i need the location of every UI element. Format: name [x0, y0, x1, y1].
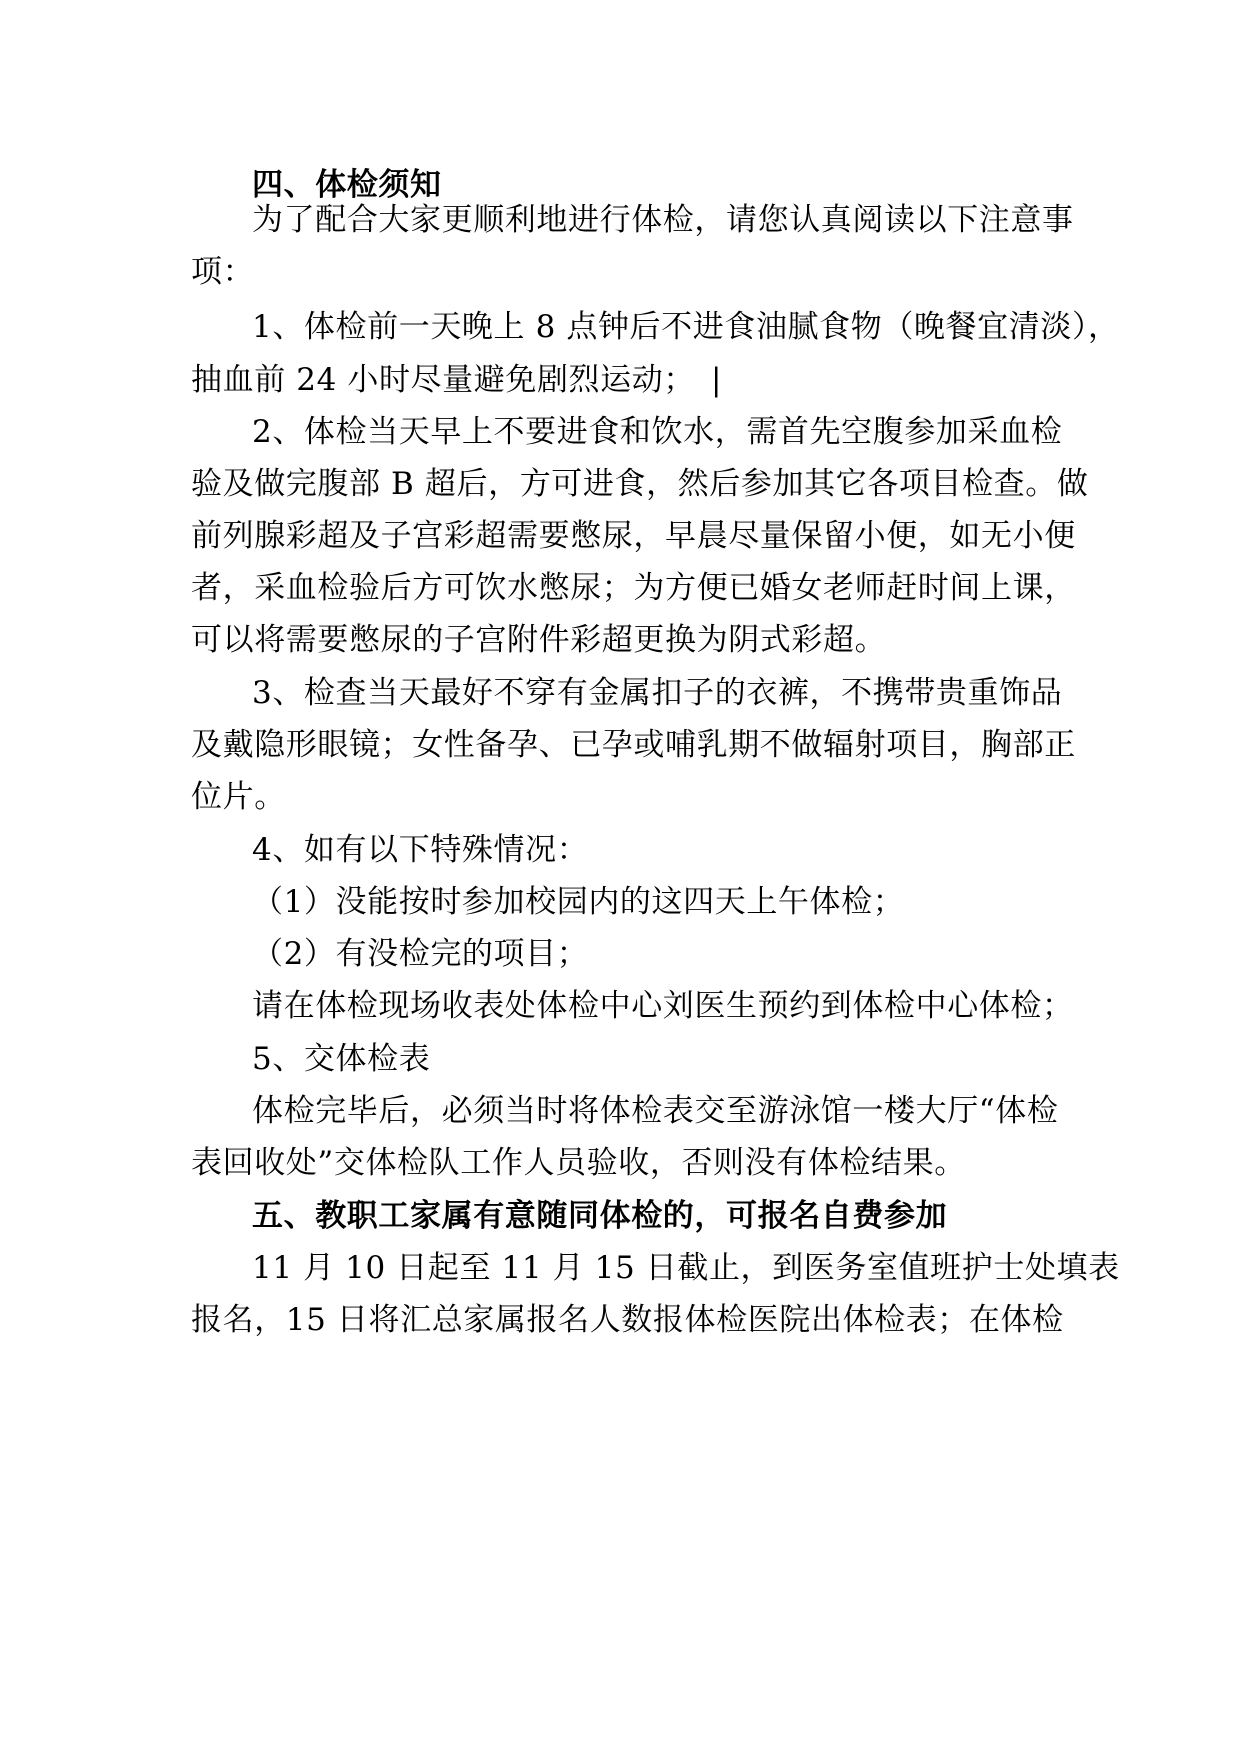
paragraph-line: 为了配合大家更顺利地进行体检，请您认真阅读以下注意事	[252, 202, 1074, 238]
paragraph-line: 3、检查当天最好不穿有金属扣子的衣裤，不携带贵重饰品	[252, 675, 1063, 711]
paragraph-line: 者，采血检验后方可饮水憋尿；为方便已婚女老师赶时间上课，	[191, 570, 1076, 606]
paragraph-line: 体检完毕后，必须当时将体检表交至游泳馆一楼大厅“体检	[252, 1093, 1059, 1129]
paragraph-line: 抽血前 24 小时尽量避免剧烈运动； |	[191, 362, 723, 398]
paragraph-line: 11 月 10 日起至 11 月 15 日截止，到医务室值班护士处填表	[252, 1250, 1120, 1286]
paragraph-line: 请在体检现场收表处体检中心刘医生预约到体检中心体检；	[252, 988, 1074, 1024]
paragraph-line: 表回收处”交体检队工作人员验收，否则没有体检结果。	[191, 1145, 966, 1181]
paragraph-line: 前列腺彩超及子宫彩超需要憋尿，早晨尽量保留小便，如无小便	[191, 518, 1076, 554]
list-item: （2）有没检完的项目；	[252, 936, 589, 972]
paragraph-line: 及戴隐形眼镜；女性备孕、已孕或哺乳期不做辐射项目，胸部正	[191, 727, 1076, 763]
paragraph-line: 4、如有以下特殊情况：	[252, 832, 589, 868]
paragraph-line: 验及做完腹部 B 超后，方可进食，然后参加其它各项目检查。做	[191, 466, 1089, 502]
list-item: （1）没能按时参加校园内的这四天上午体检；	[252, 884, 905, 920]
paragraph-line: 可以将需要憋尿的子宫附件彩超更换为阴式彩超。	[191, 622, 887, 658]
section-heading-4: 四、体检须知	[252, 167, 442, 203]
paragraph-line: 5、交体检表	[252, 1041, 431, 1077]
section-heading-5: 五、教职工家属有意随同体检的，可报名自费参加	[252, 1198, 948, 1234]
paragraph-line: 报名，15 日将汇总家属报名人数报体检医院出体检表；在体检	[191, 1302, 1064, 1338]
paragraph-line: 位片。	[191, 779, 286, 815]
paragraph-line: 项：	[191, 254, 255, 290]
paragraph-line: 2、体检当天早上不要进食和饮水，需首先空腹参加采血检	[252, 414, 1063, 450]
paragraph-line: 1、体检前一天晚上 8 点钟后不进食油腻食物（晚餐宜清淡），	[252, 309, 1120, 345]
